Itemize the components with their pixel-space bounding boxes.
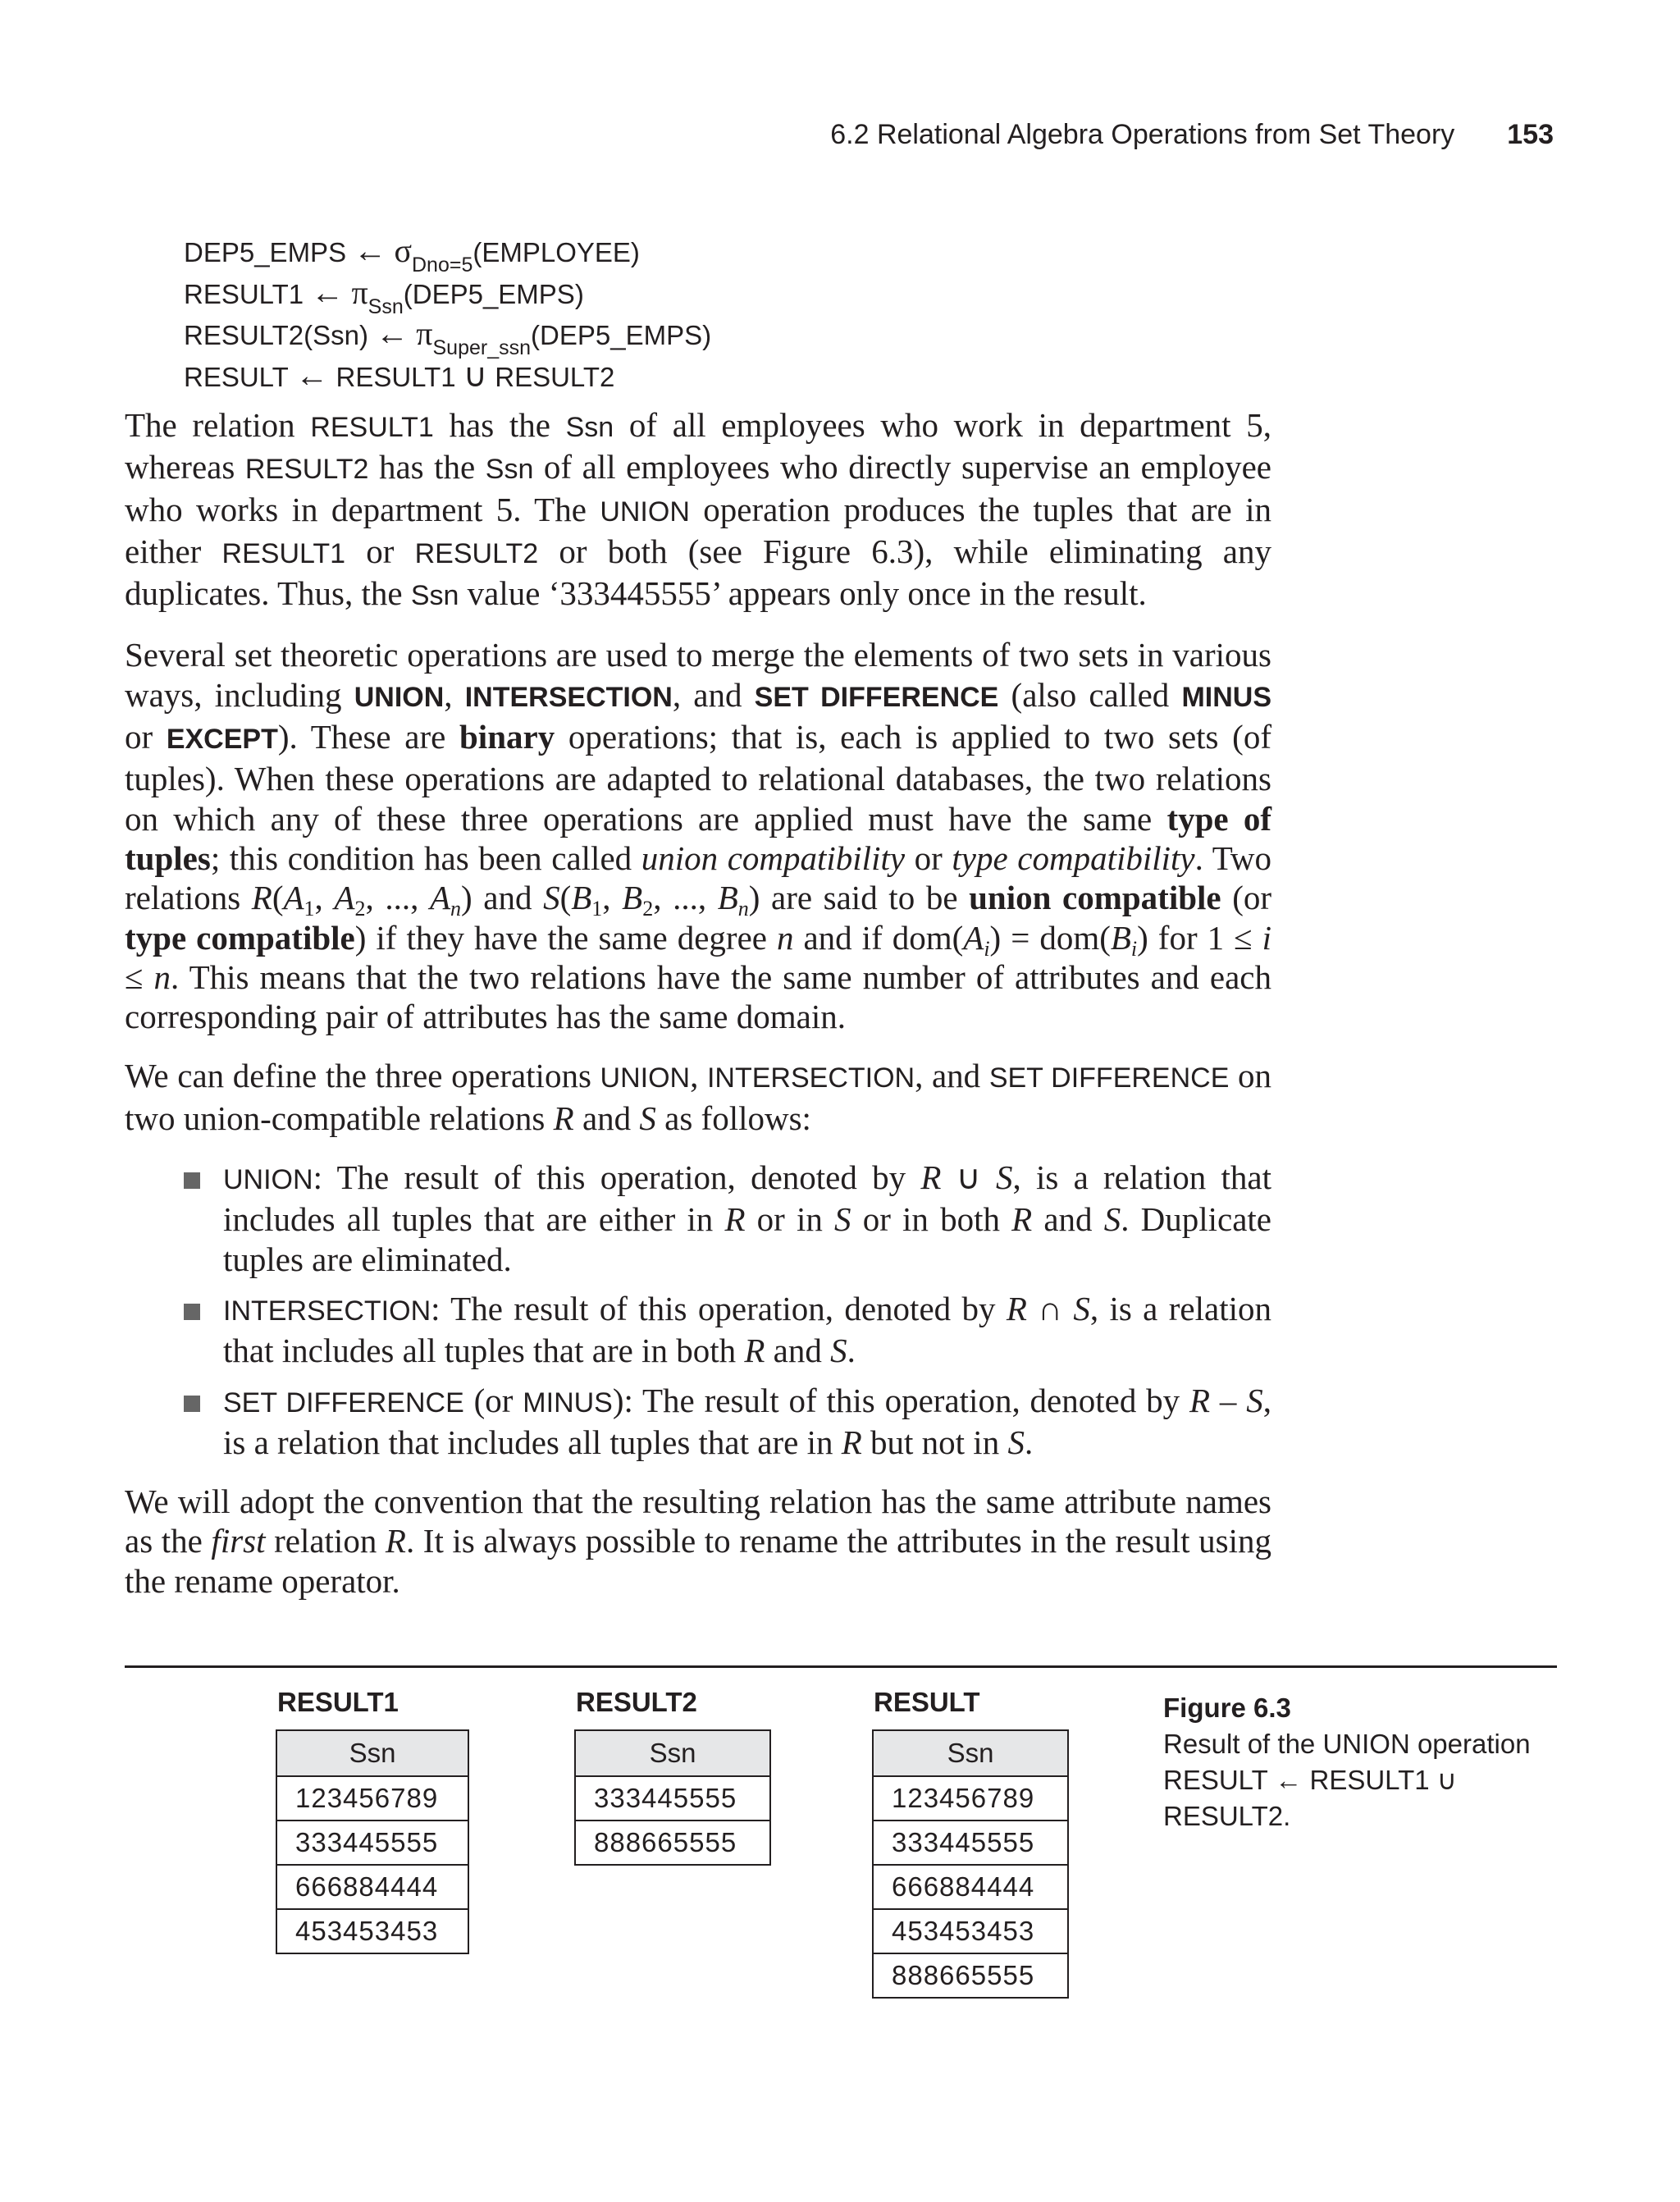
caption-text: Result of the UNION operation RESULT ← RESULT1 ∪ RESULT2.: [1163, 1729, 1531, 1831]
column-header: Ssn: [873, 1730, 1068, 1776]
table-cell: 453453453: [276, 1909, 468, 1953]
result-table: [872, 1687, 1069, 1999]
column-header: Ssn: [276, 1730, 468, 1776]
paragraph: The relation RESULT1 has the Ssn of all employees who work in department 5, whereas RESULT2 has the Ssn of all employees who directly supervise an employee who works in department 5. The UNION operation produces the tuples that are in either RESULT1 or RESULT2 or both (see Figure 6.3), while eliminating any duplicates. Thus, the Ssn value ‘333445555’ appears only once in the result.: [125, 406, 1272, 613]
operations-list: [125, 1158, 1271, 1462]
table-title: RESULT: [874, 1687, 980, 1717]
table-cell: 123456789: [873, 1776, 1068, 1821]
square-bullet-icon: [184, 1172, 200, 1189]
table-cell: 333445555: [873, 1821, 1068, 1865]
paragraph: We can define the three operations UNION, INTERSECTION, and SET DIFFERENCE on two union-compatible relations R and S as follows:: [125, 1057, 1272, 1137]
paragraph: Several set theoretic operations are used to merge the elements of two sets in various ways, including UNION, INTERSECTION, and SET DIFFERENCE (also called MINUS or EXCEPT). These are binary operations; that is, each is applied to two sets (of tuples). When these operations are adapted to relational databases, the two relations on which any of these three operations are applied must have the same type of tuples; this condition has been called union compatibility or type compatibility. Two relations $R(A_1$, $A_2$, ..., $A_n$) and $S(B_1$, $B_2$, ..., $B_n$) are said to be union compatible (or type compatible) if they have the same degree n and if $dom(A_i) = dom(B_i)$ for 1 ≤ i ≤ n. This means that the two relations have the same number of attributes and each corresponding pair of attributes has the same domain.: [125, 636, 1272, 1036]
equation-argument: (EMPLOYEE): [472, 237, 640, 267]
equation-lhs: RESULT1: [184, 278, 304, 309]
table-cell: 888665555: [873, 1953, 1068, 1998]
equation-operand: RESULT1: [336, 361, 456, 392]
result2-table: [574, 1687, 771, 1866]
body-text: [125, 405, 1271, 1620]
equation-operand: RESULT2: [495, 361, 615, 392]
square-bullet-icon: [184, 1304, 200, 1320]
table-cell: 888665555: [575, 1821, 770, 1865]
table-cell: 123456789: [276, 1776, 468, 1821]
table-cell: 666884444: [276, 1865, 468, 1909]
equation-lhs: RESULT: [184, 361, 289, 392]
equation-lhs: RESULT2(Ssn): [184, 320, 368, 350]
caption-title: Figure 6.3: [1163, 1693, 1291, 1723]
table-title: RESULT2: [576, 1687, 697, 1717]
page-number: 153: [1507, 119, 1554, 150]
equation-argument: (DEP5_EMPS): [531, 320, 712, 350]
projection-list: Super_ssn: [432, 336, 532, 359]
equation-lhs: DEP5_EMPS: [184, 237, 347, 267]
column-header: Ssn: [575, 1730, 770, 1776]
figure-divider: [125, 1665, 1557, 1668]
equation-4: RESULT ← RESULT1 ∪ RESULT2: [184, 356, 615, 394]
projection-list: Ssn: [368, 295, 404, 318]
table-cell: 333445555: [276, 1821, 468, 1865]
table-title: RESULT1: [277, 1687, 399, 1717]
table-cell: 453453453: [873, 1909, 1068, 1953]
table-cell: 333445555: [575, 1776, 770, 1821]
list-item: INTERSECTION: The result of this operation, denoted by R ∩ S, is a relation that includes all tuples that are in both R and S.: [125, 1289, 1271, 1371]
paragraph: We will adopt the convention that the resulting relation has the same attribute names as the first relation R. It is always possible to rename the attributes in the result using the rename operator.: [125, 1482, 1271, 1600]
square-bullet-icon: [184, 1396, 200, 1412]
equation-argument: (DEP5_EMPS): [403, 278, 584, 309]
figure-caption: [1163, 1690, 1573, 1834]
algebra-equations: [184, 231, 711, 397]
selection-condition: Dno=5: [412, 254, 473, 276]
list-item: SET DIFFERENCE (or MINUS): The result of this operation, denoted by R – S, is a relation that includes all tuples that are in R but not in S.: [125, 1381, 1271, 1463]
equation-2: RESULT1 ← $\pi_{Ssn}(DEP5\_EMPS)$: [184, 273, 584, 318]
equation-3: RESULT2(Ssn) ← $\pi_{Super\_ssn}(DEP5\_EMPS)$: [184, 315, 712, 359]
running-header: [0, 119, 1554, 151]
equation-1: DEP5_EMPS ← $\sigma_{Dno=5}(EMPLOYEE)$: [184, 232, 640, 276]
table-cell: 666884444: [873, 1865, 1068, 1909]
list-item: UNION: The result of this operation, denoted by R ∪ S, is a relation that includes all tuples that are either in R or in S or in both R and S. Duplicate tuples are eliminated.: [125, 1158, 1271, 1279]
section-title: 6.2 Relational Algebra Operations from Set Theory: [830, 119, 1455, 150]
result1-table: [276, 1687, 469, 1954]
